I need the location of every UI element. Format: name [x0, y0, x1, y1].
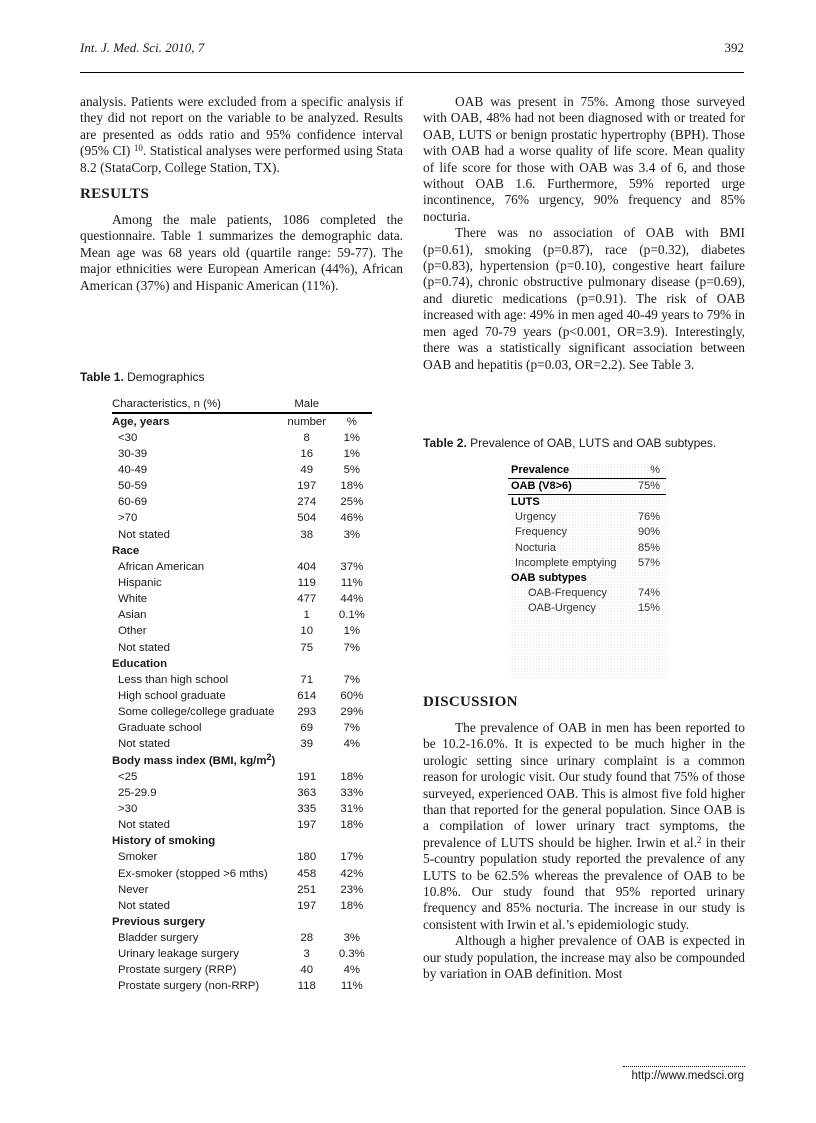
table-group-header: Age, years number %	[112, 415, 357, 428]
table-row: Not stated 39 4%	[118, 738, 361, 751]
results-paragraph: Among the male patients, 1086 completed the questionnaire. Table 1 summarizes the demographic data. Mean age was 68 years old (quartile range: 59-77). The major ethnicities were European American (44%), African American (37%) and Hispanic American (11%).	[80, 212, 403, 293]
table-row: 50-59 197 18%	[118, 480, 364, 493]
journal-citation: Int. J. Med. Sci. 2010, 7	[80, 40, 205, 55]
luts-row: Urgency 76%	[515, 511, 660, 524]
table-row: 40-49 49 5%	[118, 463, 361, 476]
prevalence-table	[508, 463, 666, 616]
page-number: 392	[724, 40, 744, 55]
table-group-header: Education	[112, 657, 168, 670]
table-row: Hispanic 119 11%	[118, 576, 363, 589]
col-male: Male	[282, 397, 332, 413]
footer-dotted-rule	[623, 1066, 745, 1067]
demographics-table	[112, 397, 372, 995]
table-row: Not stated 197 18%	[118, 819, 364, 832]
table-row: Never 251 23%	[118, 883, 364, 896]
luts-label: LUTS	[511, 496, 540, 509]
table-row: Other 10 1%	[118, 625, 361, 638]
table-group-header: Race	[112, 544, 140, 557]
oab-prevalence-paragraph: OAB was present in 75%. Among those surveyed with OAB, 48% had not been diagnosed with or treated for OAB, LUTS or benign prostatic hypertrophy (BPH). Those with OAB had a worse quality of life score. Mean quality of life score for those with OAB was 3.4 of 6, and those without OAB 1.6. Furthermore, 59% reported urge incontinence, 76% urgency, 90% frequency and 85% nocturia.	[423, 94, 745, 224]
table-row: Ex-smoker (stopped >6 mths) 458 42%	[118, 867, 364, 880]
association-paragraph: There was no association of OAB with BMI (p=0.61), smoking (p=0.87), race (p=0.32), diabetes (p=0.83), hypertension (p=0.10), congestive heart failure (p=0.74), chronic obstructive pulmonary disease (p=0.69), and diuretic medications (p=0.91). The risk of OAB increased with age: 49% in men aged 40-49 years to 79% in men aged 70-79 years (p<0.001, OR=3.9). Interestingly, there was a statistically significant association between OAB and hepatitis (p=0.03, OR=2.2). See Table 3.	[423, 225, 745, 372]
prevalence-table-wrap	[508, 463, 666, 678]
footer-url: http://www.medsci.org	[631, 1070, 744, 1082]
table-row: Less than high school 71 7%	[118, 673, 361, 686]
running-header	[80, 40, 744, 62]
table-row: 30-39 16 1%	[118, 447, 361, 460]
table-row: Graduate school 69 7%	[118, 722, 361, 735]
table-row: <30 8 1%	[118, 431, 361, 444]
table-group-header: Body mass index (BMI, $kg/m^2$)	[112, 751, 276, 767]
col-characteristics: Characteristics, n (%)	[112, 397, 282, 413]
table-row: Asian 1 0.1%	[118, 609, 365, 622]
col-prevalence: Prevalence	[508, 463, 618, 479]
header-rule	[80, 72, 744, 73]
table-group-header: Previous surgery	[112, 915, 206, 928]
table-row: African American 404 37%	[118, 560, 364, 573]
table-row: <25 191 18%	[118, 770, 364, 783]
table-row: Urinary leakage surgery 3 0.3%	[118, 948, 365, 961]
subtype-row: OAB-Frequency 74%	[528, 586, 660, 599]
oab-label: OAB (V8>6)	[508, 479, 618, 495]
subtypes-label: OAB subtypes	[511, 571, 587, 584]
table-row: >70 504 46%	[118, 512, 364, 525]
luts-row: Frequency 90%	[515, 526, 660, 539]
table-row: White 477 44%	[118, 593, 364, 606]
subtype-row: OAB-Urgency 15%	[528, 601, 660, 614]
table2-caption: Table 2. Prevalence of OAB, LUTS and OAB subtypes.	[423, 436, 717, 450]
results-heading: RESULTS	[80, 186, 150, 203]
discussion-paragraph-2: Although a higher prevalence of OAB is expected in our study population, the increase may also be compounded by variation in OAB definition. Most	[423, 933, 745, 982]
table-row: Not stated 197 18%	[118, 899, 364, 912]
discussion-section	[423, 694, 745, 983]
table-row: Prostate surgery (non-RRP) 118 11%	[118, 980, 363, 993]
table-row: Not stated 38 3%	[118, 528, 361, 541]
table-row: 25-29.9 363 33%	[118, 786, 364, 799]
discussion-heading: DISCUSSION	[423, 694, 518, 710]
table-row: Not stated 75 7%	[118, 641, 361, 654]
oab-value: 75%	[618, 479, 666, 495]
table1-caption: Table 1. Demographics	[80, 370, 205, 384]
col-pct: %	[618, 463, 666, 479]
left-column	[80, 94, 403, 294]
table-row: Some college/college graduate 293 29%	[118, 706, 364, 719]
luts-row: Nocturia 85%	[515, 541, 660, 554]
luts-row: Incomplete emptying 57%	[515, 556, 660, 569]
table-row: Smoker 180 17%	[118, 851, 364, 864]
table-group-header: History of smoking	[112, 835, 216, 848]
discussion-paragraph-1: The prevalence of OAB in men has been reported to be 10.2-16.0%. It is expected to be much higher in the urologic setting since urinary complaint is a common reason for urologic visit. Our study found that 75% of those surveyed, experienced OAB. This is almost five fold higher than that reported for the general population. Since OAB is a compilation of lower urinary tract symptoms, the prevalence of LUTS should be higher. Irwin et al.$^2$ in their 5-country population study reported the prevalence of any LUTS to be 62.5% whereas the prevalence of OAB to be 10.8%. Our study found that 95% reported urinary frequency and 85% nocturia. The increase in our study is consistent with Irwin et al.’s epidemiologic study.	[423, 720, 745, 932]
table-row: >30 335 31%	[118, 802, 364, 815]
table-row: 60-69 274 25%	[118, 496, 364, 509]
table-row: Prostate surgery (RRP) 40 4%	[118, 964, 361, 977]
table-row: Bladder surgery 28 3%	[118, 932, 361, 945]
table-row: High school graduate 614 60%	[118, 689, 364, 702]
methods-paragraph: analysis. Patients were excluded from a specific analysis if they did not report on the variable to be analyzed. Results are presented as odds ratio and 95% confidence interval (95% CI) $^{10}$. Statistical analyses were performed using Stata 8.2 (StataCorp, College Station, TX).	[80, 94, 403, 175]
right-column	[423, 94, 745, 373]
